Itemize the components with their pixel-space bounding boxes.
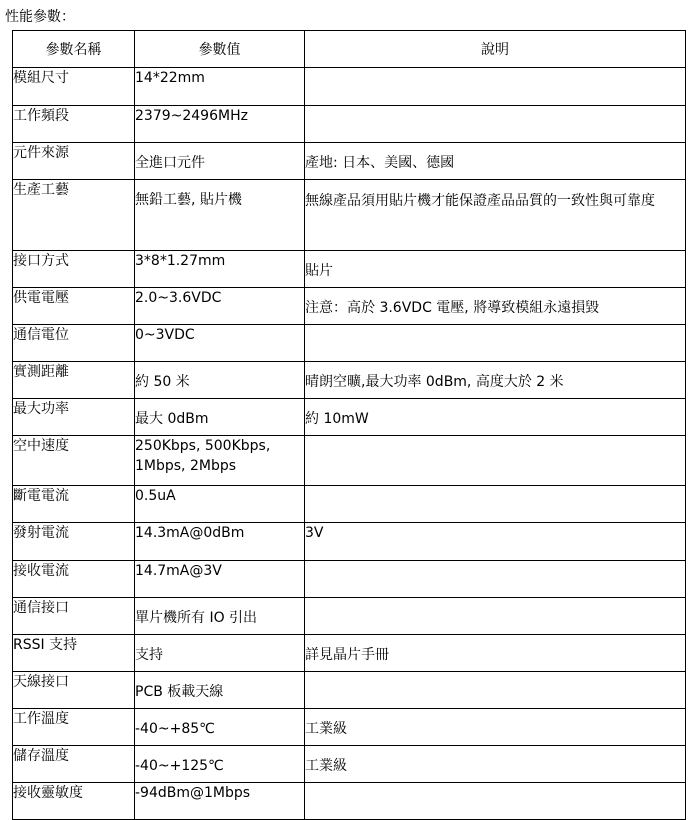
param-description: 工業級 xyxy=(305,709,686,746)
param-value: 無鉛工藝, 貼片機 xyxy=(135,180,305,251)
param-description: 3V xyxy=(305,523,686,561)
param-value: 0.5uA xyxy=(135,486,305,523)
table-row xyxy=(13,672,686,709)
param-name: 通信接口 xyxy=(13,598,135,635)
param-value: 0~3VDC xyxy=(135,325,305,362)
header-row xyxy=(13,31,686,68)
param-value: 最大 0dBm xyxy=(135,399,305,436)
param-description: 約 10mW xyxy=(305,399,686,436)
param-description: 詳見晶片手冊 xyxy=(305,635,686,672)
param-name: RSSI 支持 xyxy=(13,635,135,672)
table-row xyxy=(13,180,686,251)
table-row xyxy=(13,746,686,783)
param-value: PCB 板載天線 xyxy=(135,672,305,709)
param-name: 模組尺寸 xyxy=(13,68,135,106)
table-row xyxy=(13,325,686,362)
param-value: 2.0~3.6VDC xyxy=(135,288,305,325)
param-value: 14.7mA@3V xyxy=(135,561,305,598)
param-name: 發射電流 xyxy=(13,523,135,561)
param-description xyxy=(305,68,686,106)
param-value: 14.3mA@0dBm xyxy=(135,523,305,561)
param-value: 14*22mm xyxy=(135,68,305,106)
table-row xyxy=(13,436,686,486)
param-description xyxy=(305,486,686,523)
header-parameter-name: 參數名稱 xyxy=(13,31,135,68)
param-description: 貼片 xyxy=(305,251,686,288)
param-name: 通信電位 xyxy=(13,325,135,362)
param-name: 接收靈敏度 xyxy=(13,783,135,820)
param-description: 注意：高於 3.6VDC 電壓, 將導致模組永遠損毀 xyxy=(305,288,686,325)
param-name: 工作溫度 xyxy=(13,709,135,746)
table-row xyxy=(13,783,686,820)
param-name: 儲存溫度 xyxy=(13,746,135,783)
param-name: 斷電電流 xyxy=(13,486,135,523)
table-row xyxy=(13,288,686,325)
performance-parameters-table xyxy=(12,30,686,820)
table-row xyxy=(13,635,686,672)
table-row xyxy=(13,523,686,561)
param-description xyxy=(305,106,686,143)
param-value: -40~+85℃ xyxy=(135,709,305,746)
param-value: 單片機所有 IO 引出 xyxy=(135,598,305,635)
param-description xyxy=(305,436,686,486)
param-name: 空中速度 xyxy=(13,436,135,486)
table-caption: 性能參數： xyxy=(5,9,75,25)
table-row xyxy=(13,106,686,143)
header-description: 說明 xyxy=(305,31,686,68)
table-row xyxy=(13,143,686,180)
table-row xyxy=(13,68,686,106)
param-value: 全進口元件 xyxy=(135,143,305,180)
param-name: 元件來源 xyxy=(13,143,135,180)
param-description: 工業級 xyxy=(305,746,686,783)
table-row xyxy=(13,561,686,598)
param-name: 供電電壓 xyxy=(13,288,135,325)
param-description xyxy=(305,783,686,820)
param-description xyxy=(305,325,686,362)
param-description: 產地: 日本、美國、德國 xyxy=(305,143,686,180)
param-description: 無線產品須用貼片機才能保證產品品質的一致性與可靠度 xyxy=(305,180,686,251)
table-row xyxy=(13,251,686,288)
param-description: 晴朗空曠,最大功率 0dBm, 高度大於 2 米 xyxy=(305,362,686,399)
param-description xyxy=(305,561,686,598)
param-description xyxy=(305,598,686,635)
param-value: 支持 xyxy=(135,635,305,672)
param-name: 最大功率 xyxy=(13,399,135,436)
param-value: 2379~2496MHz xyxy=(135,106,305,143)
table-row xyxy=(13,709,686,746)
param-name: 生產工藝 xyxy=(13,180,135,251)
param-name: 接收電流 xyxy=(13,561,135,598)
param-name: 工作頻段 xyxy=(13,106,135,143)
param-value: 250Kbps, 500Kbps, 1Mbps, 2Mbps xyxy=(135,436,305,486)
param-value: 3*8*1.27mm xyxy=(135,251,305,288)
table-row xyxy=(13,362,686,399)
table-row xyxy=(13,399,686,436)
param-value: -94dBm@1Mbps xyxy=(135,783,305,820)
param-value: -40~+125℃ xyxy=(135,746,305,783)
param-name: 實測距離 xyxy=(13,362,135,399)
param-name: 接口方式 xyxy=(13,251,135,288)
header-parameter-value: 參數值 xyxy=(135,31,305,68)
table-row xyxy=(13,486,686,523)
table-row xyxy=(13,598,686,635)
param-name: 天線接口 xyxy=(13,672,135,709)
param-value: 約 50 米 xyxy=(135,362,305,399)
param-description xyxy=(305,672,686,709)
